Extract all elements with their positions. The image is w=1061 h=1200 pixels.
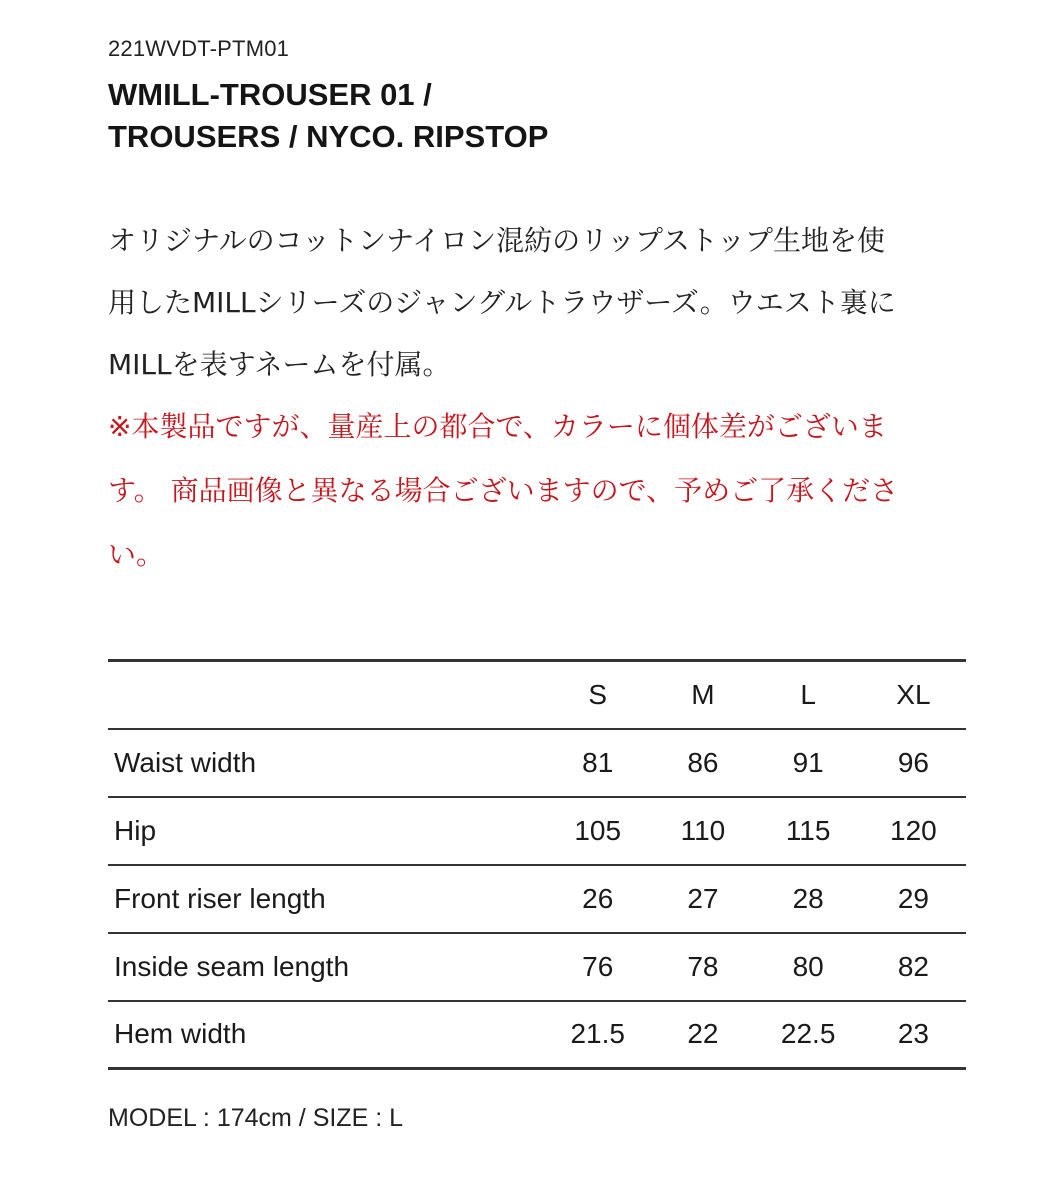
description-line: 用したMILLシリーズのジャングルトラウザーズ。ウエスト裏に	[108, 286, 896, 319]
cell-value: 80	[756, 933, 861, 1001]
notice-line: ※本製品ですが、量産上の都合で、カラーに個体差がございま	[108, 410, 887, 443]
cell-value: 27	[650, 865, 755, 933]
cell-value: 29	[861, 865, 966, 933]
cell-value: 105	[545, 797, 650, 865]
size-header-s: S	[545, 661, 650, 729]
table-row	[108, 933, 966, 1001]
row-label: Waist width	[108, 729, 545, 797]
table-row	[108, 797, 966, 865]
size-header-blank	[108, 661, 545, 729]
cell-value: 96	[861, 729, 966, 797]
row-label: Inside seam length	[108, 933, 545, 1001]
row-label: Front riser length	[108, 865, 545, 933]
description-line: オリジナルのコットンナイロン混紡のリップストップ生地を使	[108, 224, 886, 257]
size-header-m: M	[650, 661, 755, 729]
size-header-xl: XL	[861, 661, 966, 729]
cell-value: 86	[650, 729, 755, 797]
cell-value: 81	[545, 729, 650, 797]
size-table	[108, 659, 966, 1070]
row-label: Hem width	[108, 1001, 545, 1069]
model-info: MODEL : 174cm / SIZE : L	[108, 1104, 403, 1132]
size-header-l: L	[756, 661, 861, 729]
table-row	[108, 1001, 966, 1069]
cell-value: 91	[756, 729, 861, 797]
product-description	[108, 210, 968, 396]
cell-value: 115	[756, 797, 861, 865]
product-title	[108, 74, 548, 158]
notice-line: い。	[108, 538, 165, 571]
cell-value: 22.5	[756, 1001, 861, 1069]
color-variation-notice	[108, 395, 968, 587]
description-line: MILLを表すネームを付属。	[108, 348, 451, 381]
cell-value: 76	[545, 933, 650, 1001]
cell-value: 82	[861, 933, 966, 1001]
size-header-row	[108, 661, 966, 729]
cell-value: 23	[861, 1001, 966, 1069]
table-row	[108, 729, 966, 797]
row-label: Hip	[108, 797, 545, 865]
cell-value: 28	[756, 865, 861, 933]
notice-line: す。 商品画像と異なる場合ございますので、予めご了承くださ	[108, 474, 899, 507]
cell-value: 21.5	[545, 1001, 650, 1069]
product-sku: 221WVDT-PTM01	[108, 36, 290, 61]
product-title-line: WMILL-TROUSER 01 /	[108, 77, 432, 112]
table-row	[108, 865, 966, 933]
cell-value: 22	[650, 1001, 755, 1069]
cell-value: 110	[650, 797, 755, 865]
cell-value: 78	[650, 933, 755, 1001]
cell-value: 26	[545, 865, 650, 933]
cell-value: 120	[861, 797, 966, 865]
product-title-line: TROUSERS / NYCO. RIPSTOP	[108, 119, 549, 154]
